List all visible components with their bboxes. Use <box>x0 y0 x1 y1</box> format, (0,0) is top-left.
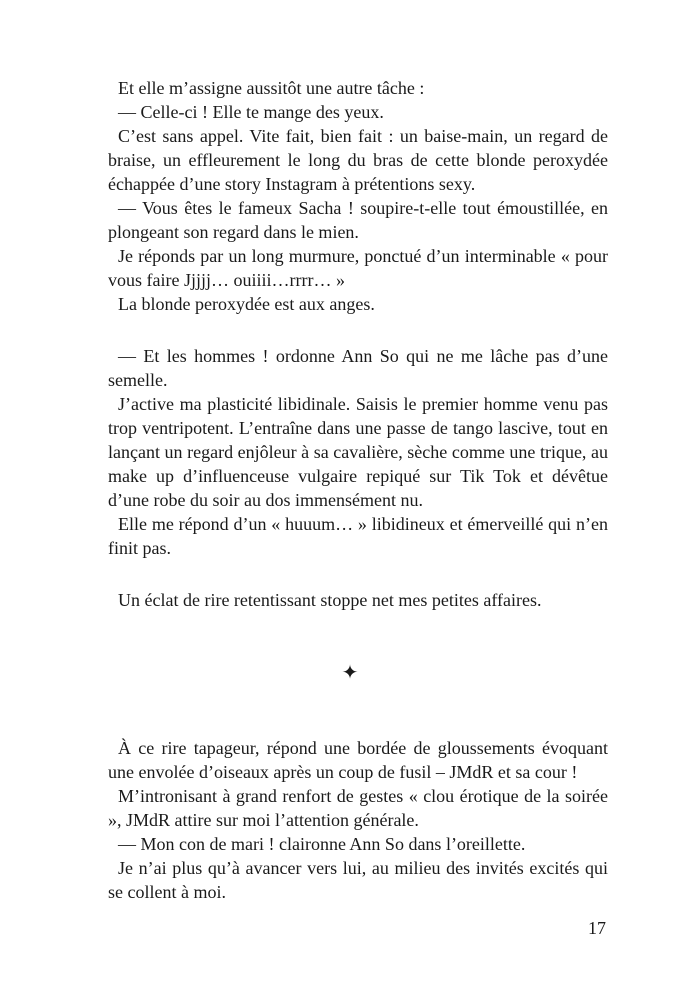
paragraph: La blonde peroxydée est aux anges. <box>118 294 375 314</box>
paragraph: — Et les hommes ! ordonne Ann So qui ne me lâche pas d’une semelle. <box>108 346 608 390</box>
section-1 <box>108 76 608 316</box>
paragraph: À ce rire tapageur, répond une bordée de gloussements évoquant une envolée d’oiseaux après un coup de fusil – JMdR et sa cour ! <box>108 738 608 782</box>
paragraph: J’active ma plasticité libidinale. Saisis le premier homme venu pas trop ventripotent. L’entraîne dans une passe de tango lascive, tout en lançant un regard enjôleur à sa cavalière, sèche comme une trique, au make up d’influenceuse vulgaire repiqué sur Tik Tok et dévêtue d’une robe du soir au dos immensément nu. <box>108 394 608 510</box>
paragraph: Je réponds par un long murmure, ponctué d’un interminable « pour vous faire Jjjjj… ouiiii…rrrr… » <box>108 246 608 290</box>
paragraph: — Celle-ci ! Elle te mange des yeux. <box>118 102 384 122</box>
paragraph: Un éclat de rire retentissant stoppe net mes petites affaires. <box>118 590 542 610</box>
paragraph: Elle me répond d’un « huuum… » libidineux et émerveillé qui n’en finit pas. <box>108 514 608 558</box>
paragraph: — Vous êtes le fameux Sacha ! soupire-t-elle tout émoustillée, en plongeant son regard dans le mien. <box>108 198 608 242</box>
section-2 <box>108 344 608 560</box>
page-number: 17 <box>588 918 606 938</box>
paragraph: Et elle m’assigne aussitôt une autre tâche : <box>118 78 425 98</box>
paragraph: — Mon con de mari ! claironne Ann So dans l’oreillette. <box>118 834 526 854</box>
section-break-ornament-icon: ✦ <box>341 660 359 684</box>
paragraph: M’intronisant à grand renfort de gestes « clou érotique de la soirée », JMdR attire sur moi l’attention générale. <box>108 786 608 830</box>
section-4 <box>108 736 608 904</box>
paragraph: Je n’ai plus qu’à avancer vers lui, au milieu des invités excités qui se collent à moi. <box>108 858 608 902</box>
section-3 <box>108 588 608 612</box>
paragraph: C’est sans appel. Vite fait, bien fait : un baise-main, un regard de braise, un effleurement le long du bras de cette blonde peroxydée échappée d’une story Instagram à prétentions sexy. <box>108 126 608 194</box>
